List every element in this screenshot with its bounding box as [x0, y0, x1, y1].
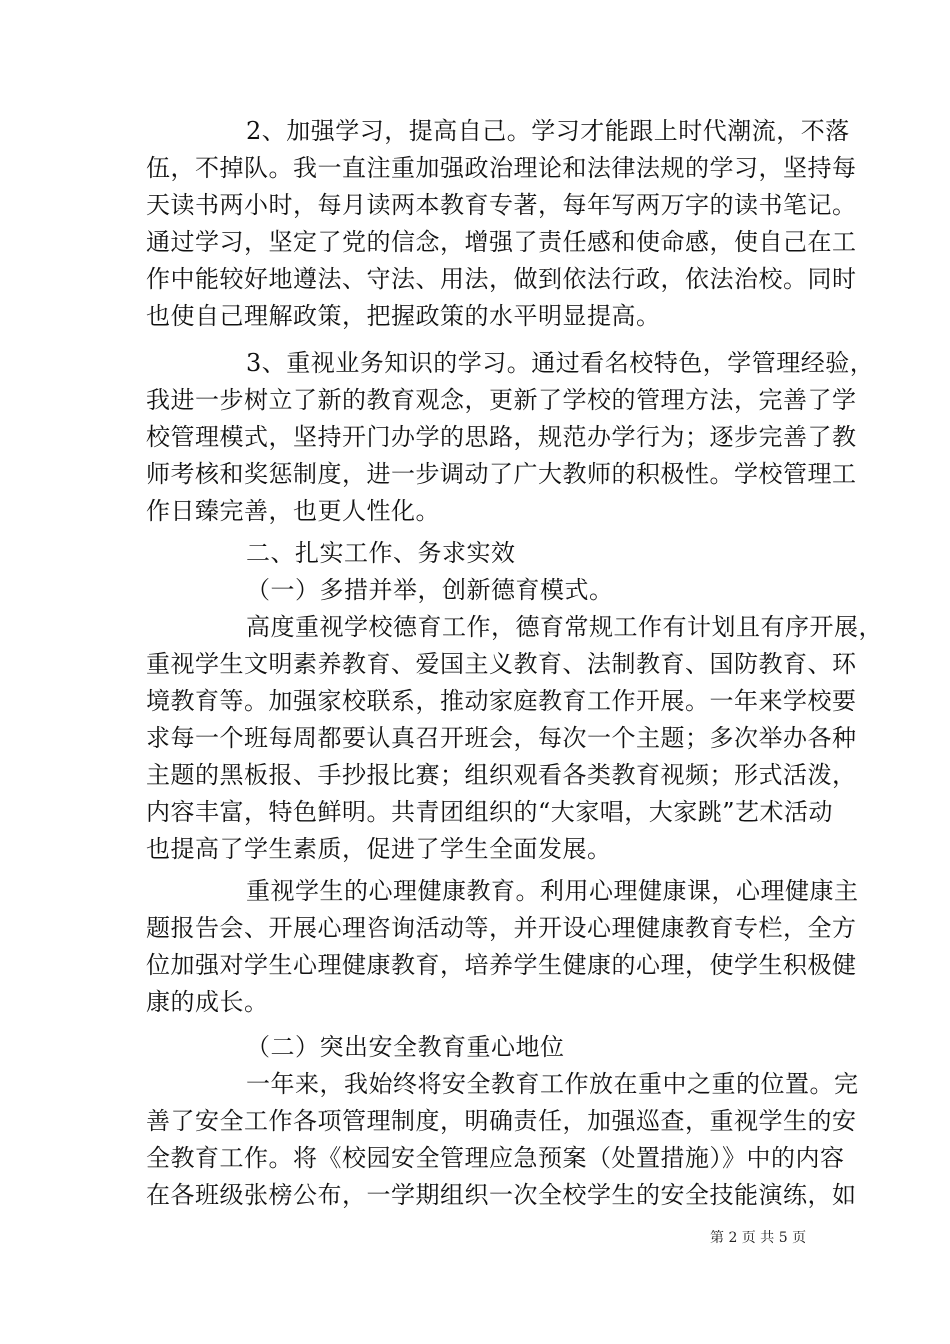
text-line: 2、加强学习，提高自己。学习才能跟上时代潮流，不落 — [246, 117, 850, 145]
text-line: 境教育等。加强家校联系，推动家庭教育工作开展。一年来学校要 — [146, 687, 857, 715]
text-line: 也提高了学生素质，促进了学生全面发展。 — [146, 835, 612, 863]
page-number: 第 2 页 共 5 页 — [710, 1230, 807, 1246]
text-line: 伍，不掉队。我一直注重加强政治理论和法律法规的学习，坚持每 — [146, 154, 857, 182]
text-line: 题报告会、开展心理咨询活动等，并开设心理健康教育专栏，全方 — [146, 914, 857, 942]
subsection-heading: （二）突出安全教育重心地位 — [246, 1033, 565, 1061]
text-line: 作日臻完善，也更人性化。 — [146, 497, 440, 525]
text-line: 在各班级张榜公布，一学期组织一次全校学生的安全技能演练，如 — [146, 1181, 857, 1209]
text-line: 通过学习，坚定了党的信念，增强了责任感和使命感，使自己在工 — [146, 228, 857, 256]
text-line: 也使自己理解政策，把握政策的水平明显提高。 — [146, 302, 661, 330]
text-line: 师考核和奖惩制度，进一步调动了广大教师的积极性。学校管理工 — [146, 460, 857, 488]
text-line: 全教育工作。将《校园安全管理应急预案（处置措施）》中的内容 — [146, 1144, 845, 1172]
text-line: 重视学生的心理健康教育。利用心理健康课，心理健康主 — [246, 877, 859, 905]
text-line: 作中能较好地遵法、守法、用法，做到依法行政，依法治校。同时 — [146, 265, 857, 293]
text-line: 位加强对学生心理健康教育，培养学生健康的心理，使学生积极健 — [146, 951, 857, 979]
subsection-heading: （一）多措并举，创新德育模式。 — [246, 576, 614, 604]
text-line: 3、重视业务知识的学习。通过看名校特色，学管理经验， — [246, 349, 875, 377]
text-line: 康的成长。 — [146, 988, 269, 1016]
text-line: 求每一个班每周都要认真召开班会，每次一个主题；多次举办各种 — [146, 724, 857, 752]
text-line: 天读书两小时，每月读两本教育专著，每年写两万字的读书笔记。 — [146, 191, 857, 219]
text-line: 校管理模式，坚持开门办学的思路，规范办学行为；逐步完善了教 — [146, 423, 857, 451]
text-line: 一年来，我始终将安全教育工作放在重中之重的位置。完 — [246, 1070, 859, 1098]
text-line: 重视学生文明素养教育、爱国主义教育、法制教育、国防教育、环 — [146, 650, 857, 678]
text-line: 内容丰富，特色鲜明。共青团组织的“大家唱，大家跳”艺术活动 — [146, 798, 834, 826]
text-line: 我进一步树立了新的教育观念，更新了学校的管理方法，完善了学 — [146, 386, 857, 414]
text-line: 善了安全工作各项管理制度，明确责任，加强巡查，重视学生的安 — [146, 1107, 857, 1135]
text-line: 主题的黑板报、手抄报比赛；组织观看各类教育视频；形式活泼， — [146, 761, 857, 789]
section-heading: 二、扎实工作、务求实效 — [246, 539, 516, 567]
text-line: 高度重视学校德育工作，德育常规工作有计划且有序开展， — [246, 613, 883, 641]
